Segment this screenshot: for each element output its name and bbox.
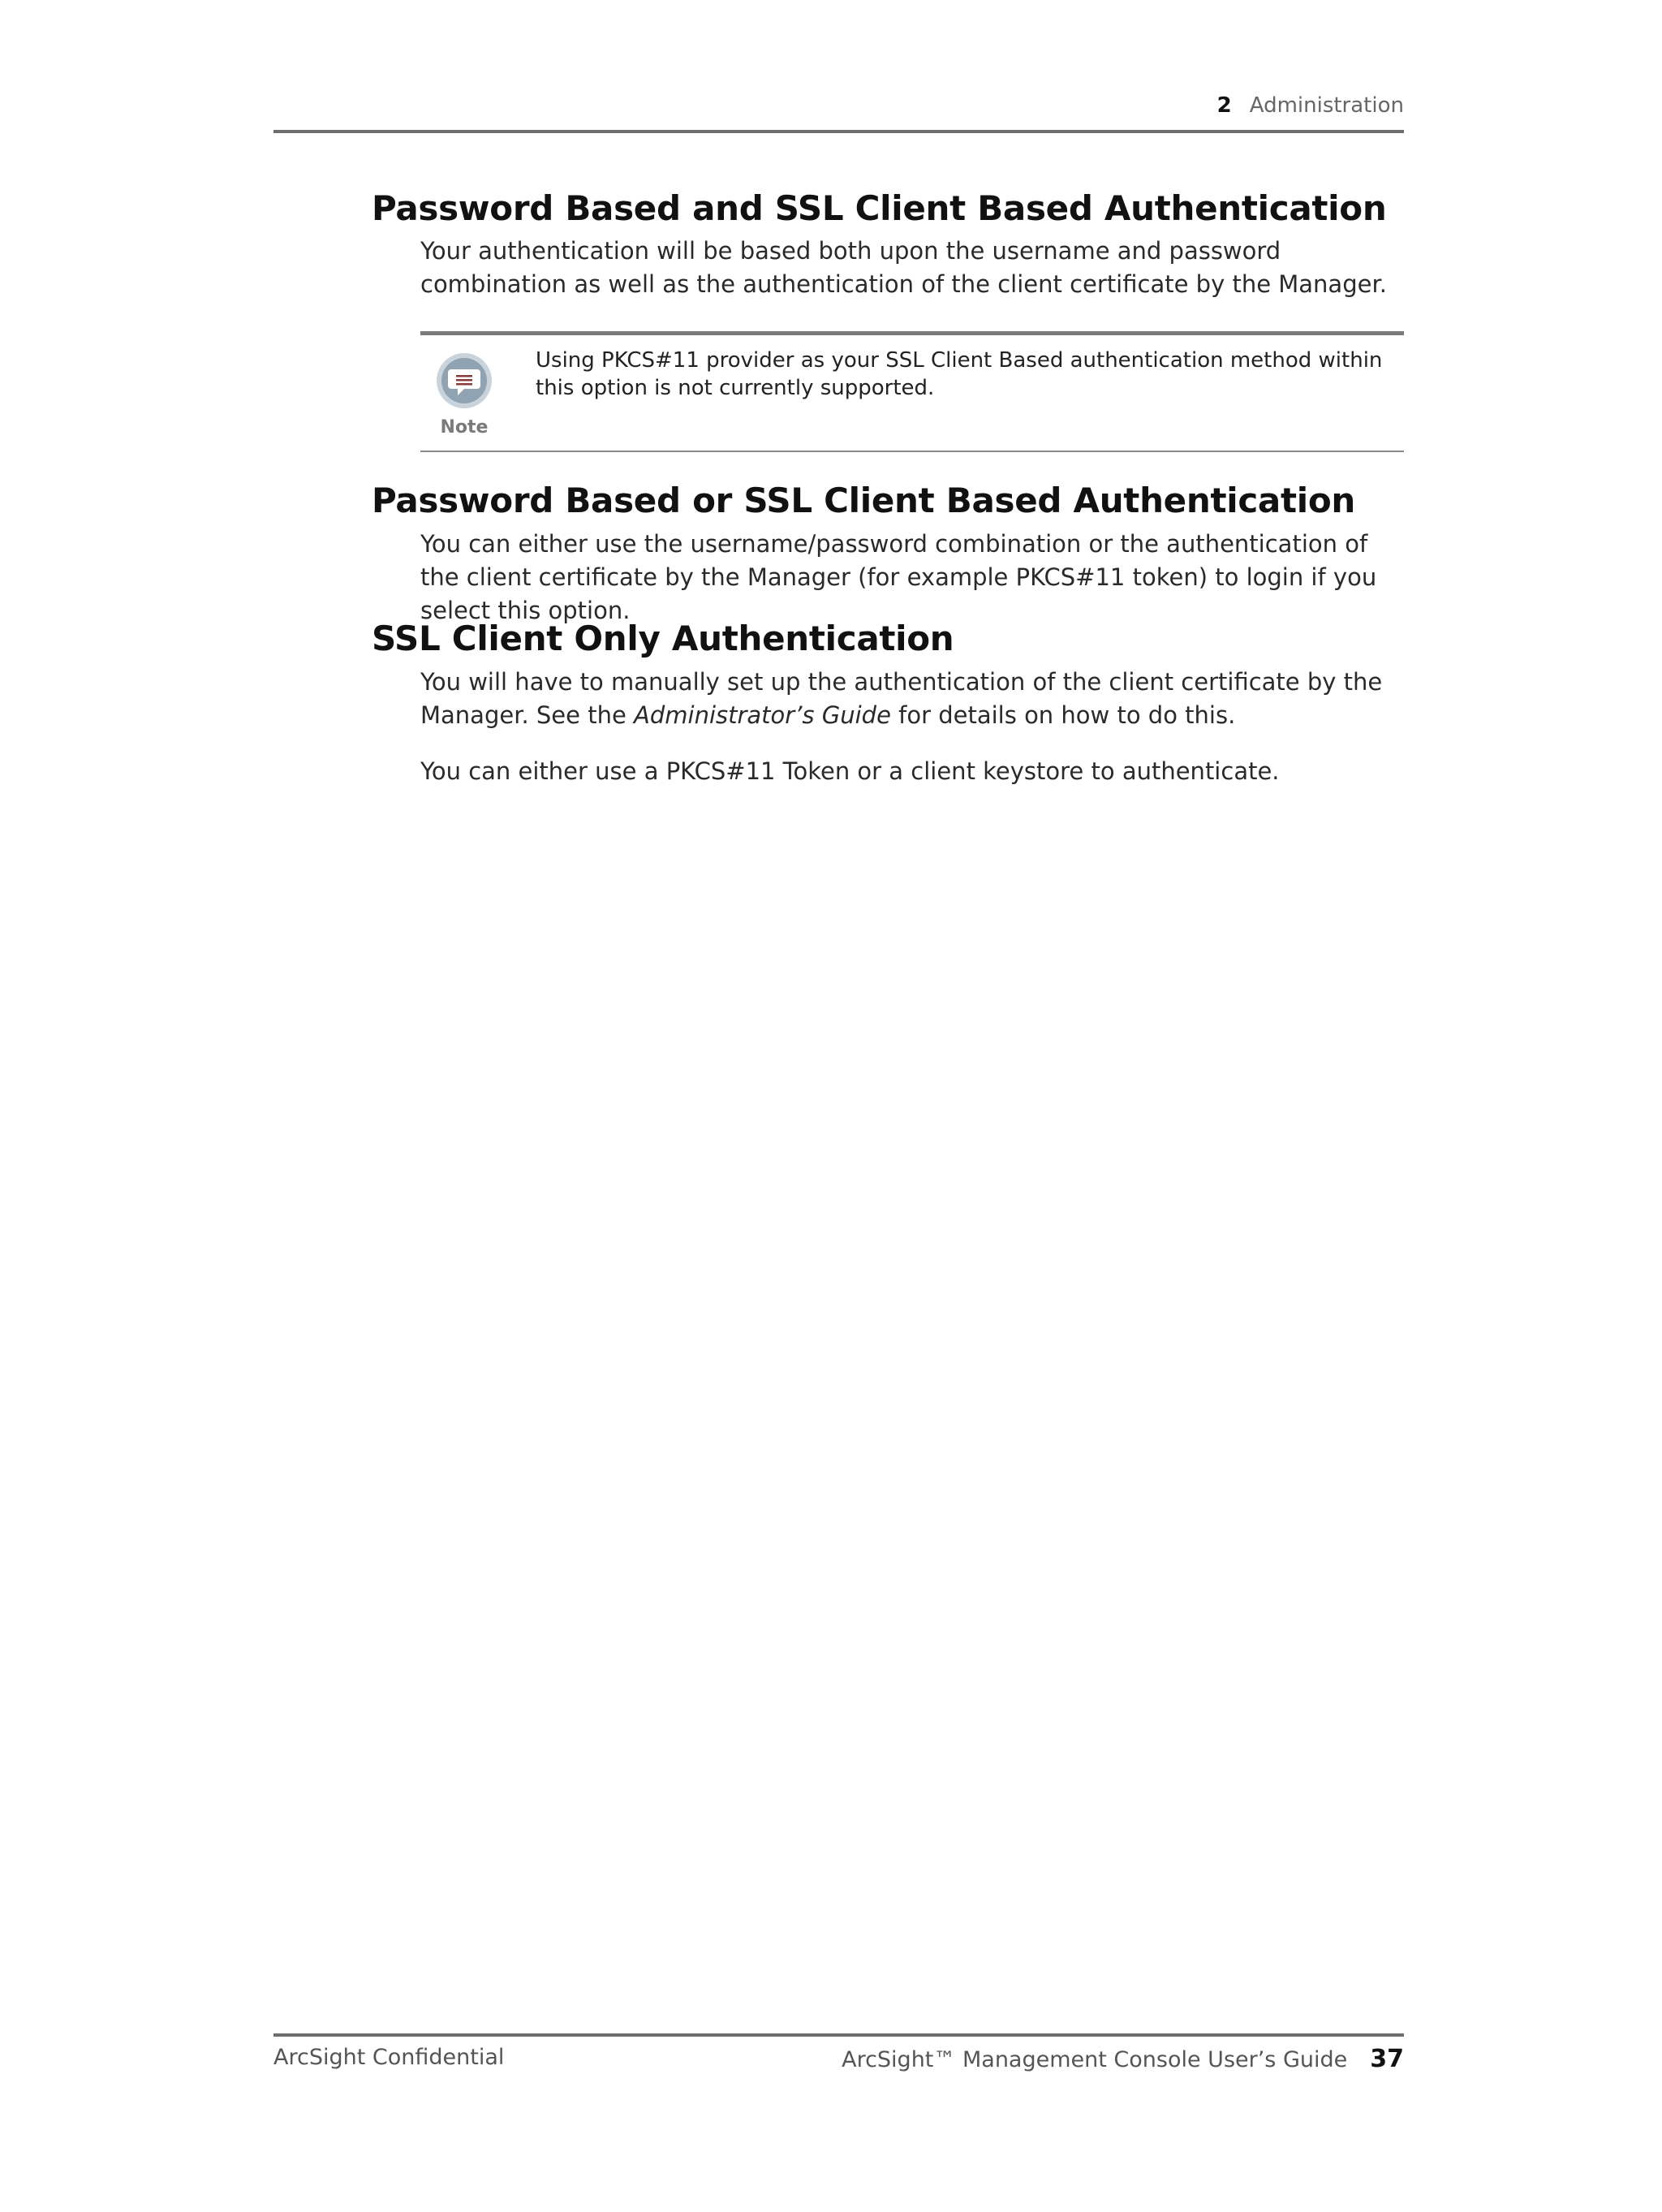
section-heading-ssl-only: SSL Client Only Authentication <box>372 619 954 658</box>
note-icon <box>432 350 505 439</box>
section-body-password-or-ssl: You can either use the username/password combination or the authentication of the client certificate by the Manager (for example PKCS#11 token) to login if you select this option. <box>420 530 1377 624</box>
section-body-ssl-only <box>420 666 1410 732</box>
note-text: Using PKCS#11 provider as your SSL Client Based authentication method within this option is not currently supported. <box>536 348 1383 400</box>
body-text-pre: You will have to manually set up the authentication of the client certificate by the Manager. See the <box>420 668 1383 729</box>
footer-guide-title <box>842 2045 1404 2073</box>
footer-title-text: ArcSight™ Management Console User’s Guide <box>842 2047 1348 2072</box>
page-number: 37 <box>1370 2045 1404 2073</box>
chapter-number: 2 <box>1216 93 1232 118</box>
section-heading-password-or-ssl: Password Based or SSL Client Based Authentication <box>372 481 1355 520</box>
section-body-ssl-only-2: You can either use a PKCS#11 Token or a client keystore to authenticate. <box>420 757 1280 785</box>
note-box <box>420 331 1404 452</box>
note-label: Note <box>440 417 489 438</box>
body-text-post: for details on how to do this. <box>890 701 1236 729</box>
section-body-password-and-ssl: Your authentication will be based both upon the username and password combination as well as the authentication of the client certificate by the Manager. <box>420 237 1387 298</box>
chapter-title: Administration <box>1249 93 1404 118</box>
page-footer <box>273 2033 1404 2073</box>
section-heading-password-and-ssl: Password Based and SSL Client Based Authentication <box>372 188 1387 228</box>
footer-confidential: ArcSight Confidential <box>273 2045 505 2070</box>
page-header <box>273 88 1404 133</box>
guide-reference: Administrator’s Guide <box>634 701 891 729</box>
